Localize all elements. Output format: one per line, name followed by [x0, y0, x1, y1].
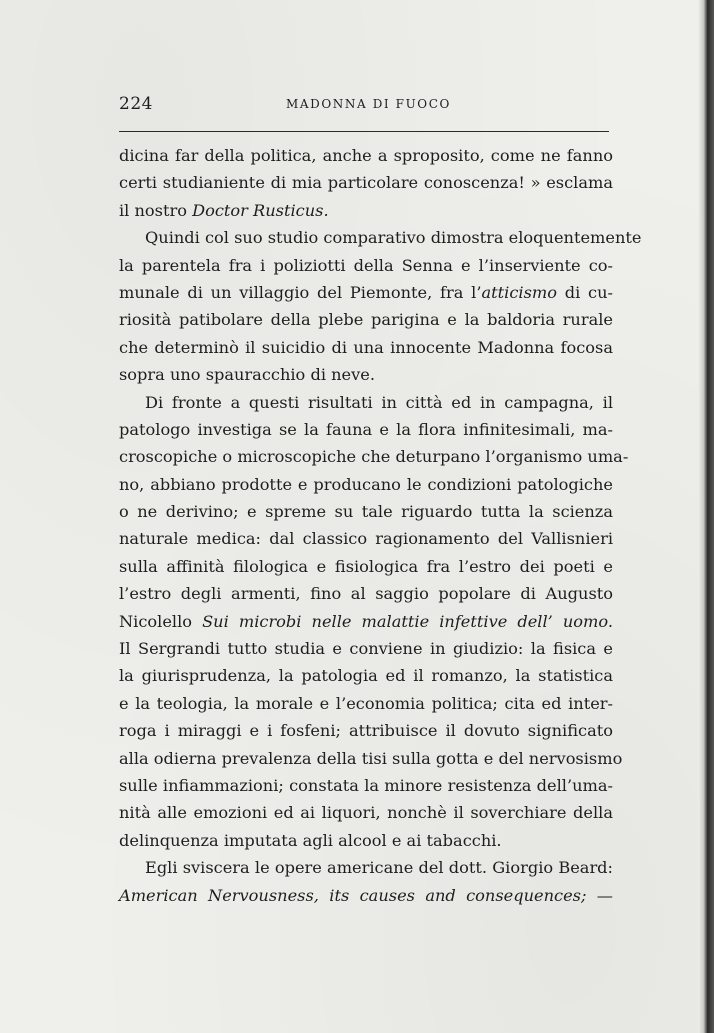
text-run: sulla affinità filologica e fisiologica fra l’estro dei poeti e — [119, 556, 613, 576]
text-run: la giurisprudenza, la patologia ed il romanzo, la statistica — [119, 666, 613, 686]
text-run: Quindi col suo studio comparativo dimostra eloquentemente — [145, 228, 642, 248]
text-line — [119, 306, 613, 333]
text-line — [119, 443, 629, 470]
text-run: che determinò il suicidio di una innocente Madonna focosa — [119, 337, 613, 357]
text-line — [119, 224, 642, 251]
text-line — [119, 361, 613, 388]
header-rule — [119, 131, 609, 132]
text-run: Il Sergrandi tutto studia e conviene in giudizio: la fisica e — [119, 639, 613, 659]
text-run: naturale medica: dal classico ragionamento del Vallisnieri — [119, 529, 613, 549]
text-line — [119, 169, 613, 196]
page-header — [119, 94, 609, 118]
text-run: patologo investiga se la fauna e la flora infinitesimali, ma- — [119, 419, 613, 439]
text-run: alla odierna prevalenza della tisi sulla gotta e del nervosismo — [119, 748, 623, 768]
text-line — [119, 690, 613, 717]
text-line — [119, 142, 613, 169]
text-run: delinquenza imputata agli alcool e ai tabacchi. — [119, 830, 502, 850]
text-line — [119, 799, 613, 826]
page-number: 224 — [119, 94, 153, 114]
text-run: sopra uno spauracchio di neve. — [119, 365, 376, 385]
italic-text: American Nervousness, its causes and consequences; — — [119, 885, 613, 905]
text-run: sulle infiammazioni; constata la minore resistenza dell’uma- — [119, 775, 613, 795]
text-line — [119, 471, 613, 498]
text-run: croscopiche o microscopiche che deturpano l’organismo uma- — [119, 447, 629, 467]
text-line — [119, 525, 613, 552]
text-line — [119, 498, 613, 525]
text-line — [119, 717, 613, 744]
text-line — [119, 279, 613, 306]
text-run: la parentela fra i poliziotti della Senna e l’inserviente co- — [119, 255, 613, 275]
text-run: roga i miraggi e i fosfeni; attribuisce il dovuto significato — [119, 721, 613, 741]
text-line — [119, 389, 613, 416]
text-line — [119, 854, 613, 881]
text-line — [119, 662, 613, 689]
text-run: Di fronte a questi risultati in città ed in campagna, il — [145, 392, 613, 412]
text-run: munale di un villaggio del Piemonte, fra l’ — [119, 282, 482, 302]
text-run: nità alle emozioni ed ai liquori, nonchè il soverchiare della — [119, 803, 613, 823]
page-binding-edge — [698, 0, 714, 1033]
text-line — [119, 827, 613, 854]
text-line — [119, 252, 613, 279]
text-run: Nicolello — [119, 611, 203, 631]
text-run: di cu- — [556, 282, 613, 302]
body-text — [119, 142, 642, 909]
text-line — [119, 334, 613, 361]
text-line — [119, 197, 613, 224]
italic-text: Doctor Rusticus. — [192, 200, 329, 220]
text-line — [119, 772, 613, 799]
text-line — [119, 882, 613, 909]
text-run: no, abbiano prodotte e producano le condizioni patologiche — [119, 474, 613, 494]
text-run: Egli sviscera le opere americane del dott. Giorgio Beard: — [145, 858, 613, 878]
text-line — [119, 608, 613, 635]
text-line — [119, 416, 613, 443]
text-run: dicina far della politica, anche a sproposito, come ne fanno — [119, 146, 613, 165]
text-run: o ne derivino; e spreme su tale riguardo tutta la scienza — [119, 502, 613, 522]
text-run: il nostro — [119, 200, 193, 220]
italic-text: atticismo — [481, 282, 557, 302]
text-run: certi studianiente di mia particolare conoscenza! » esclama — [119, 173, 613, 193]
text-run: l’estro degli armenti, fino al saggio popolare di Augusto — [119, 584, 613, 604]
text-line — [119, 745, 623, 772]
text-run: riosità patibolare della plebe parigina e la baldoria rurale — [119, 310, 613, 330]
running-title: MADONNA DI FUOCO — [286, 97, 451, 111]
italic-text: Sui microbi nelle malattie infettive dell’ uomo. — [202, 611, 614, 631]
text-line — [119, 553, 613, 580]
text-line — [119, 635, 613, 662]
text-run: e la teologia, la morale e l’economia politica; cita ed inter- — [119, 693, 613, 713]
text-line — [119, 580, 613, 607]
